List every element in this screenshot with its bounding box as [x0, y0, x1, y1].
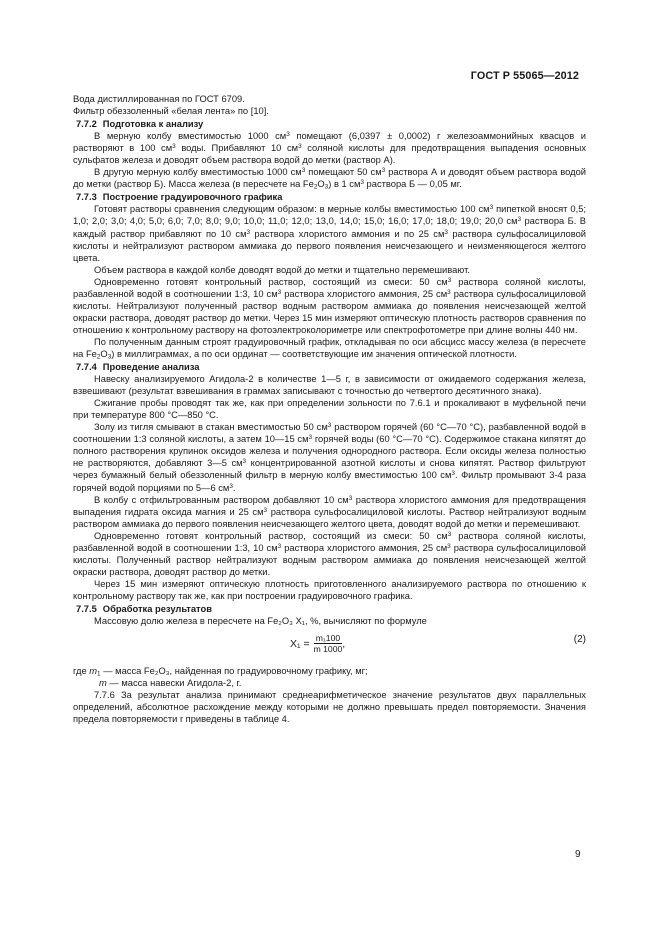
- section-heading-7-7-3: 7.7.3 Построение градуировочного графика: [76, 192, 283, 203]
- paragraph: В другую мерную колбу вместимостью 1000 $см^3$ помещают 50 $см^3$ раствора А и доводят объем раствора водой до метки (раствор Б). Масса железа (в пересчете на $Fe_2O_3$) в 1 $см^3$ раствора Б — 0,05 мг.: [73, 167, 587, 191]
- paragraph: Золу из тигля смывают в стакан вместимостью 50 $см^3$ раствором горячей (60 °С—70 °С), разбавленной водой в соотношении 1:3 соляной кислоты, а затем 10—15 $см^3$ горячей воды (60 °С—70 °С). Содержимое стакана кипятят до полного растворения крупинок оксидов железа и получения однородного раствора. Если оксиды железа полностью не растворяются, добавляют 3—5 $см^3$ концентрированной азотной кислоты и снова кипятят. Раствор фильтруют через бумажный белый обеззоленный фильтр в мерную колбу вместимостью 100 $см^3$. Фильтр промывают 3-4 раза горячей водой порциями по 5—6 $см^3$.: [73, 422, 587, 493]
- paragraph: В мерную колбу вместимостью 1000 $см^3$ помещают (6,0397 ± 0,0002) г железоаммонийных квасцов и растворяют в 100 $см^3$ воды. Прибавляют 10 $см^3$ соляной кислоты для предотвращения выпадения основных сульфатов железа и доводят объем раствора водой до метки (раствор А).: [73, 130, 587, 166]
- standard-header: ГОСТ Р 55065—2012: [470, 70, 579, 82]
- formula-lhs: X₁ =: [290, 638, 310, 651]
- formula-where-m: m — масса навески Агидола-2, г.: [99, 678, 242, 689]
- document-body: [73, 93, 586, 725]
- formula-denominator: m 1000: [313, 644, 343, 655]
- paragraph: Одновременно готовят контрольный раствор, состоящий из смеси: 50 $см^3$ раствора соляной кислоты, разбавленной водой в соотношении 1:3, 10 $см^3$ раствора хлористого аммония, 25 $см^3$ раствора сульфосалициловой кислоты. Полученный раствор нейтрализуют водным раствором аммиака до появления неисчезающей желтой окраски раствора, доводят раствор до метки.: [73, 530, 586, 577]
- paragraph: Объем раствора в каждой колбе доводят водой до метки и тщательно перемешивают.: [94, 264, 470, 275]
- formula-number: (2): [573, 634, 586, 646]
- paragraph: Готовят растворы сравнения следующим образом: в мерные колбы вместимостью 100 $см^3$ пипеткой вносят 0,5; 1,0; 2,0; 3,0; 4,0; 5,0; 6,0; 7,0; 8,0; 9,0; 10,0; 11,0; 12,0; 13,0, 14,0; 15,0; 16,0; 17,0; 18,0; 19,0; 20,0 $см^3$ раствора Б. В каждый раствор прибавляют по 10 $см^3$ раствора хлористого аммония и по 25 $см^3$ раствора сульфосалициловой кислоты и нейтрализуют раствором аммиака до первого появления неисчезающего и неизменяющегося желтого цвета.: [73, 204, 586, 263]
- formula-numerator: m₁100: [314, 633, 343, 644]
- paragraph: Навеску анализируемого Агидола-2 в количестве 1—5 г, в зависимости от ожидаемого содержания железа, взвешивают (результат взвешивания в граммах записывают с точностью до четвертого десятичного знака).: [73, 374, 586, 397]
- paragraph: Через 15 мин измеряют оптическую плотность приготовленного анализируемого раствора по отношению к контрольному раствору так же, как при построении градуировочного графика.: [73, 578, 586, 601]
- formula-where-m1: где $m_1$ — масса Fe₂O₃, найденная по градуировочному графику, мг;: [73, 666, 368, 678]
- formula-fraction: [314, 633, 343, 655]
- section-heading-7-7-5: 7.7.5 Обработка результатов: [76, 603, 212, 614]
- reagent-item: Фильтр обеззоленный «белая лента» по [10].: [73, 106, 269, 117]
- paragraph: Сжигание пробы проводят так же, как при определении зольности по 7.6.1 и прокаливают в муфельной печи при температуре 800 °С—850 °С.: [73, 398, 586, 421]
- paragraph: По полученным данным строят градуировочный график, откладывая по оси абсцисс массу железа (в пересчете на $Fe_2O_3$) в миллиграммах, а по оси ординат — соответствующие им значения оптической плотности.: [73, 336, 586, 361]
- paragraph-7-7-6: 7.7.6 За результат анализа принимают среднеарифметическое значение результатов двух параллельных определений, абсолютное расхождение между которыми не должно превышать предел повторяемости. Значения предела повторяемости r приведены в таблице 4.: [73, 690, 586, 725]
- paragraph: Одновременно готовят контрольный раствор, состоящий из смеси: 50 $см^3$ раствора соляной кислоты, разбавленной водой в соотношении 1:3, 10 $см^3$ раствора хлористого аммония, 25 $см^3$ раствора сульфосалициловой кислоты. Нейтрализуют полученный раствор водным раствором аммиака до появления неисчезающей желтой окраски раствора, доводят раствор до метки. Через 15 мин измеряют оптическую плотность растворов сравнения по отношению к контрольному раствору на фотоэлектроколориметре или спектрофотометре при длине волны 440 нм.: [73, 276, 586, 335]
- section-heading-7-7-2: 7.7.2 Подготовка к анализу: [76, 119, 204, 130]
- formula-2: X₁ = $\frac{\text{m₁100}}{m 1000}$ , (2): [290, 633, 586, 655]
- section-heading-7-7-4: 7.7.4 Проведение анализа: [76, 362, 200, 373]
- paragraph: В колбу с отфильтрованным раствором добавляют 10 $см^3$ раствора хлористого аммония для предотвращения выпадения гидрата оксида магния и 25 $см^3$ раствора сульфосалициловой кислоты. Раствор нейтрализуют водным раствором аммиака до первого появления неисчезающего желтого цвета, доводят водой до метки и перемешивают.: [73, 494, 586, 529]
- page-number: 9: [575, 849, 581, 860]
- formula-intro: Массовую долю железа в пересчете на Fe₂O₃ X₁, %, вычисляют по формуле: [94, 616, 427, 627]
- reagents-list: [73, 93, 586, 117]
- reagent-item: Вода дистиллированная по ГОСТ 6709.: [73, 94, 245, 104]
